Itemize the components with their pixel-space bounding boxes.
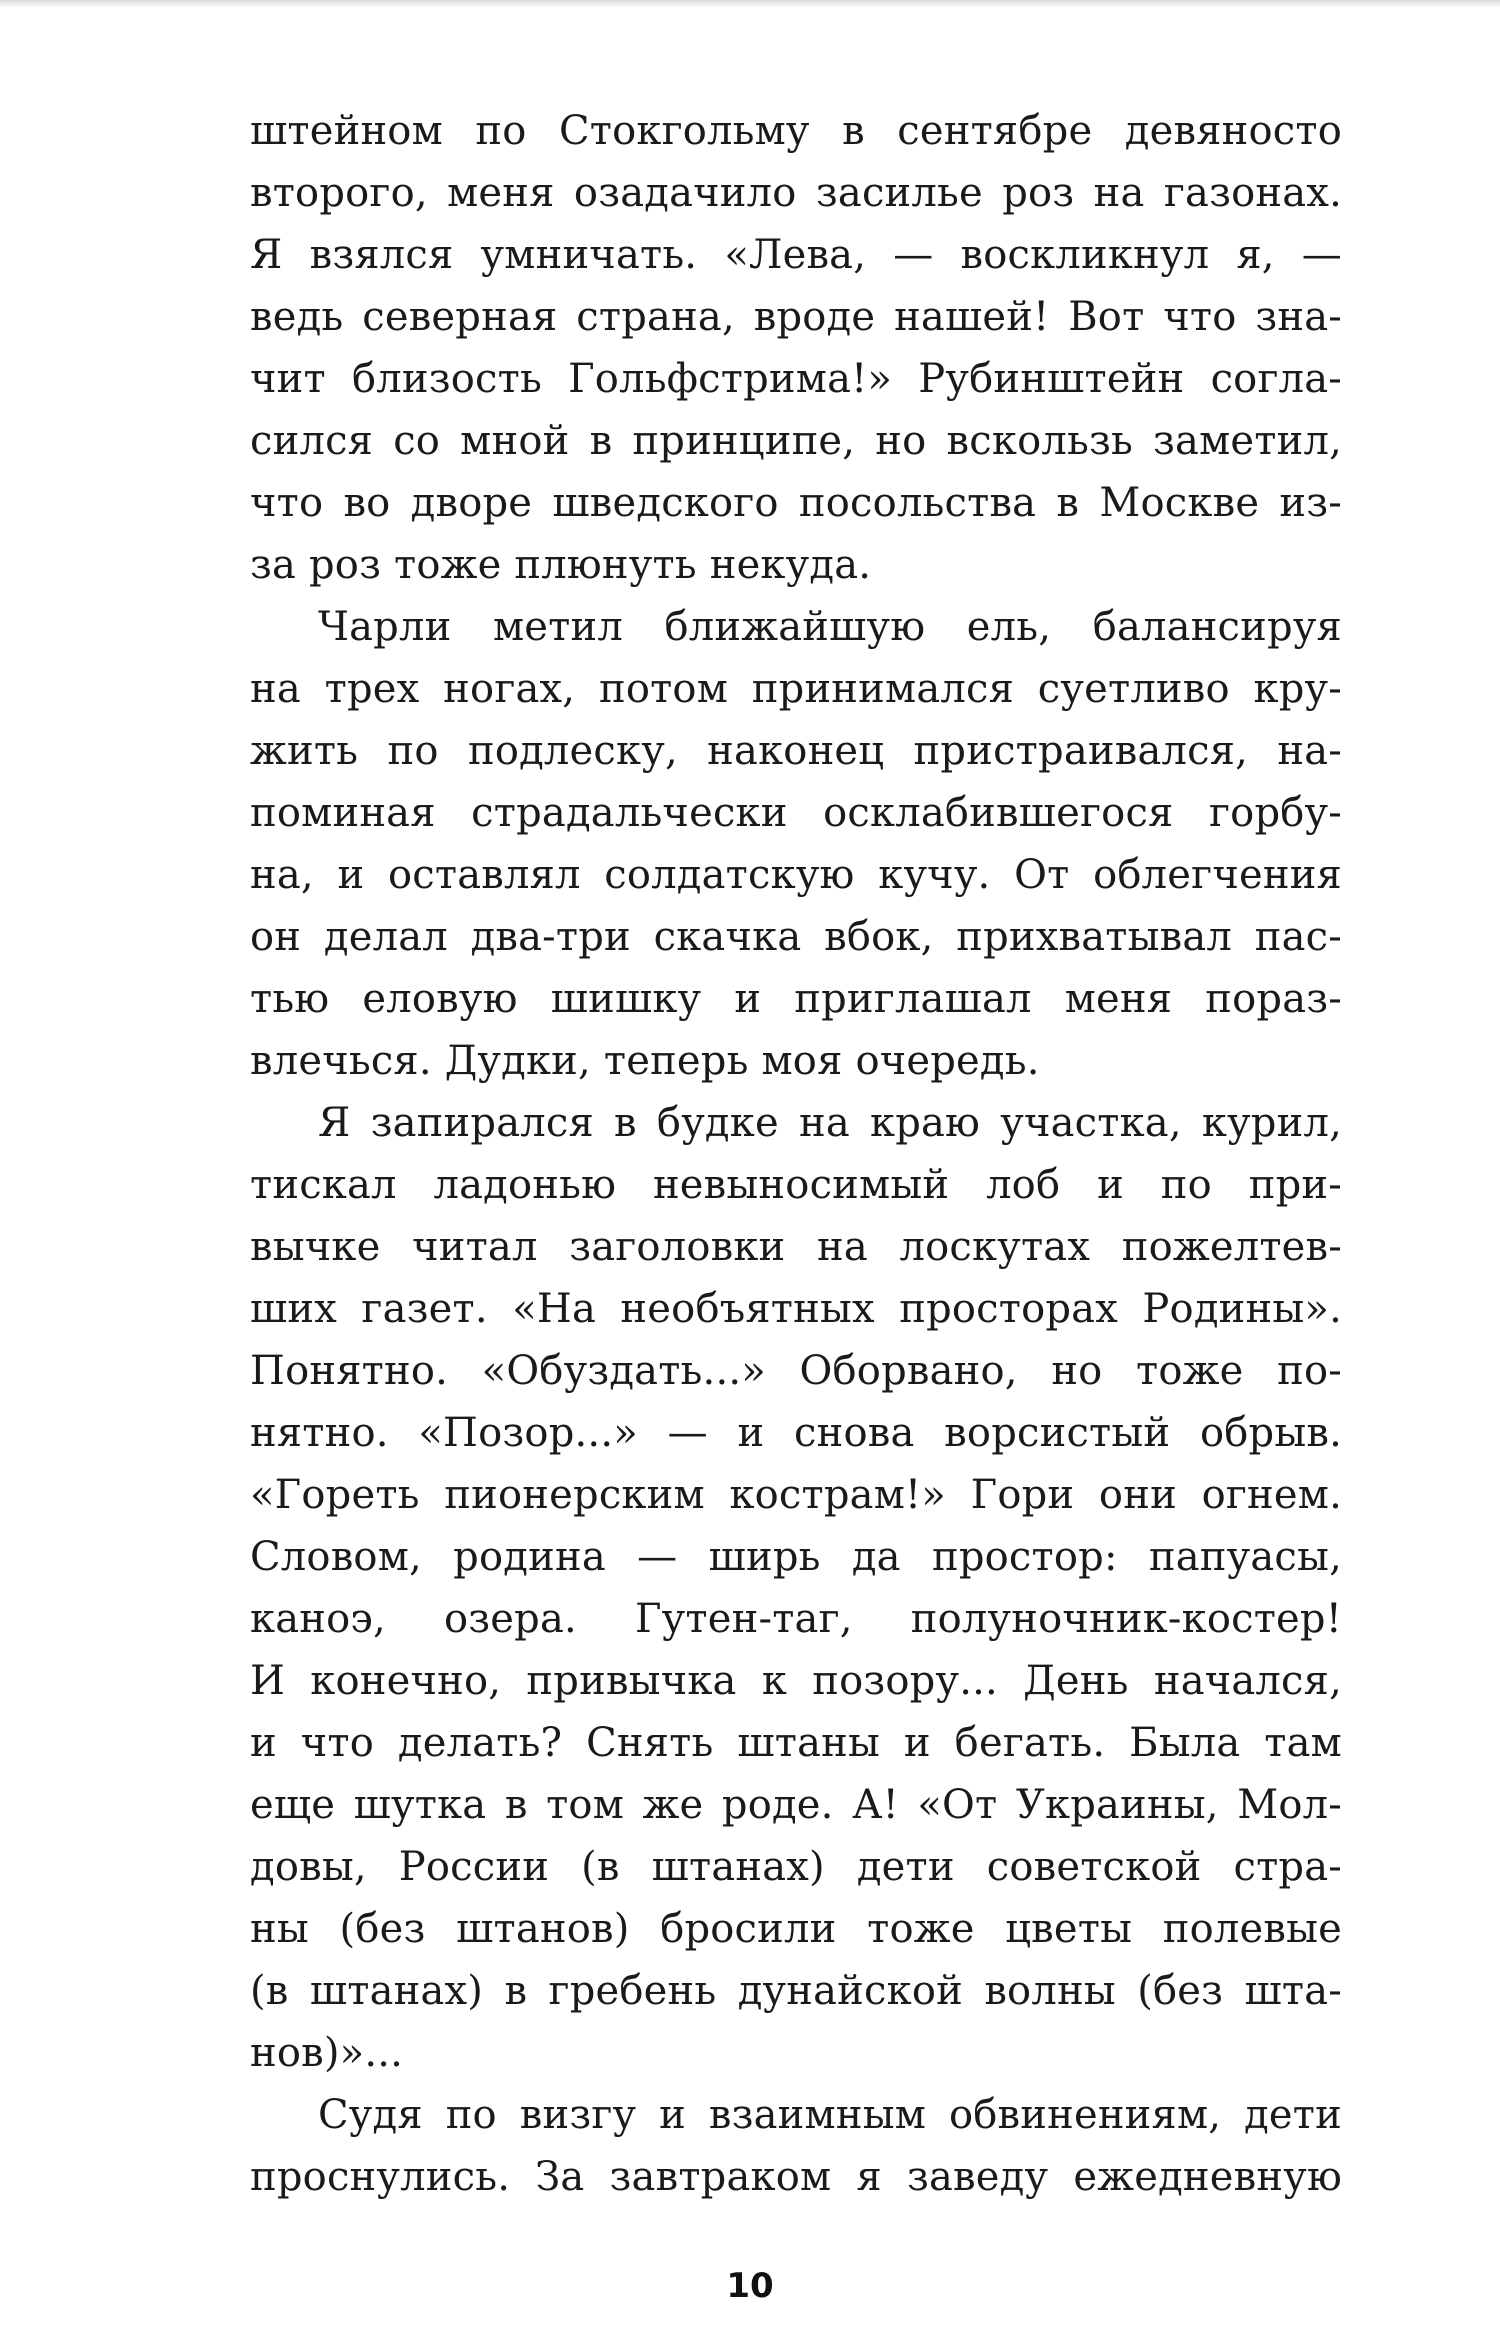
text-line: «Гореть пионерским кострам!» Гори они огнем. bbox=[250, 1472, 1342, 1518]
text-line: ших газет. «На необъятных просторах Родины». bbox=[250, 1286, 1342, 1332]
text-line: еще шутка в том же роде. А! «От Украины, Мол- bbox=[250, 1782, 1342, 1828]
text-line: за роз тоже плюнуть некуда. bbox=[250, 542, 872, 588]
text-line: ведь северная страна, вроде нашей! Вот что зна- bbox=[250, 294, 1342, 340]
text-line: нятно. «Позор...» — и снова ворсистый обрыв. bbox=[250, 1410, 1342, 1456]
text-line: каноэ, озера. Гутен-таг, полуночник-костер! bbox=[250, 1596, 1342, 1642]
text-line: тью еловую шишку и приглашал меня пораз- bbox=[250, 976, 1342, 1022]
paragraph-first-line: Судя по визгу и взаимным обвинениям, дети bbox=[318, 2092, 1342, 2138]
text-line: второго, меня озадачило засилье роз на газонах. bbox=[250, 170, 1342, 216]
paragraph-first-line: Чарли метил ближайшую ель, балансируя bbox=[318, 604, 1342, 650]
text-line: чит близость Гольфстрима!» Рубинштейн согла- bbox=[250, 356, 1342, 402]
text-line: ны (без штанов) бросили тоже цветы полевые bbox=[250, 1906, 1342, 1952]
page-number: 10 bbox=[726, 2266, 774, 2306]
text-line: проснулись. За завтраком я заведу ежедневную bbox=[250, 2154, 1342, 2200]
text-line: что во дворе шведского посольства в Москве из- bbox=[250, 480, 1342, 526]
text-line: сился со мной в принципе, но вскользь заметил, bbox=[250, 418, 1342, 464]
page-top-edge bbox=[0, 0, 1500, 8]
text-line: Я взялся умничать. «Лева, — воскликнул я, — bbox=[250, 232, 1342, 278]
text-line: жить по подлеску, наконец пристраивался, на- bbox=[250, 728, 1342, 774]
text-line: довы, России (в штанах) дети советской стра- bbox=[250, 1844, 1342, 1890]
text-line: штейном по Стокгольму в сентябре девяносто bbox=[250, 108, 1342, 154]
text-line: Словом, родина — ширь да простор: папуасы, bbox=[250, 1534, 1342, 1580]
text-line: и что делать? Снять штаны и бегать. Была там bbox=[250, 1720, 1342, 1766]
text-line: Понятно. «Обуздать...» Оборвано, но тоже по- bbox=[250, 1348, 1342, 1394]
text-line: влечься. Дудки, теперь моя очередь. bbox=[250, 1038, 1040, 1084]
text-line: (в штанах) в гребень дунайской волны (без шта- bbox=[250, 1968, 1342, 2014]
text-line: тискал ладонью невыносимый лоб и по при- bbox=[250, 1162, 1342, 1208]
text-line: он делал два-три скачка вбок, прихватывал пас- bbox=[250, 914, 1342, 960]
paragraph-first-line: Я запирался в будке на краю участка, курил, bbox=[318, 1100, 1342, 1146]
text-line: вычке читал заголовки на лоскутах пожелтев- bbox=[250, 1224, 1342, 1270]
book-page-text bbox=[250, 100, 1342, 2208]
text-line: нов)»... bbox=[250, 2030, 404, 2076]
text-line: на, и оставлял солдатскую кучу. От облегчения bbox=[250, 852, 1342, 898]
text-line: И конечно, привычка к позору... День начался, bbox=[250, 1658, 1342, 1704]
text-line: поминая страдальчески осклабившегося горбу- bbox=[250, 790, 1342, 836]
text-line: на трех ногах, потом принимался суетливо кру- bbox=[250, 666, 1342, 712]
